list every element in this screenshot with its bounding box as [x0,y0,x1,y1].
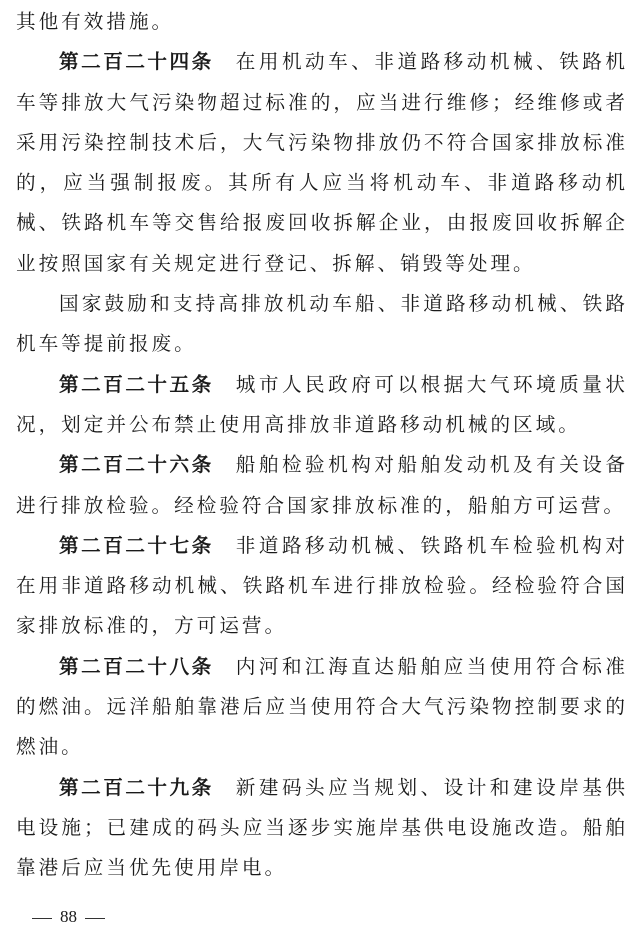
article-229-number: 第二百二十九条 [59,775,214,799]
article-229-text: 新建码头应当规划、设计和建设岸基供电设施；已建成的码头应当逐步实施岸基供电设施改造。船舶靠港后应当优先使用岸电。 [16,775,629,880]
article-225-text: 城市人民政府可以根据大气环境质量状况，划定并公布禁止使用高排放非道路移动机械的区域。 [16,372,629,436]
page-footer [24,907,113,927]
article-226-number: 第二百二十六条 [59,453,214,477]
article-226-paragraph [16,445,628,526]
article-225-number: 第二百二十五条 [59,372,214,396]
article-227-number: 第二百二十七条 [59,533,214,557]
article-225-paragraph [16,365,628,446]
footer-dash-right [85,918,105,919]
article-227-text: 非道路移动机械、铁路机车检验机构对在用非道路移动机械、铁路机车进行排放检验。经检验符合国家排放标准的，方可运营。 [16,533,629,638]
article-224-number: 第二百二十四条 [59,50,214,74]
document-page [16,0,628,889]
article-227-paragraph [16,526,628,647]
page-number: 88 [60,907,77,926]
article-228-number: 第二百二十八条 [59,654,214,678]
article-228-paragraph [16,647,628,768]
article-224-paragraph-1 [16,42,628,284]
article-228-text: 内河和江海直达船舶应当使用符合标准的燃油。远洋船舶靠港后应当使用符合大气污染物控制要求的燃油。 [16,654,629,759]
article-224-paragraph-2: 国家鼓励和支持高排放机动车船、非道路移动机械、铁路机车等提前报废。 [16,292,628,356]
continuation-paragraph: 其他有效措施。 [16,10,175,33]
footer-dash-left [32,918,52,919]
article-224-text-1: 在用机动车、非道路移动机械、铁路机车等排放大气污染物超过标准的，应当进行维修；经维修或者采用污染控制技术后，大气污染物排放仍不符合国家排放标准的，应当强制报废。其所有人应当将机动车、非道路移动机械、铁路机车等交售给报废回收拆解企业，由报废回收拆解企业按照国家有关规定进行登记、拆解、销毁等处理。 [16,50,629,275]
article-229-paragraph [16,768,628,889]
article-226-text: 船舶检验机构对船舶发动机及有关设备进行排放检验。经检验符合国家排放标准的，船舶方可运营。 [16,453,629,517]
